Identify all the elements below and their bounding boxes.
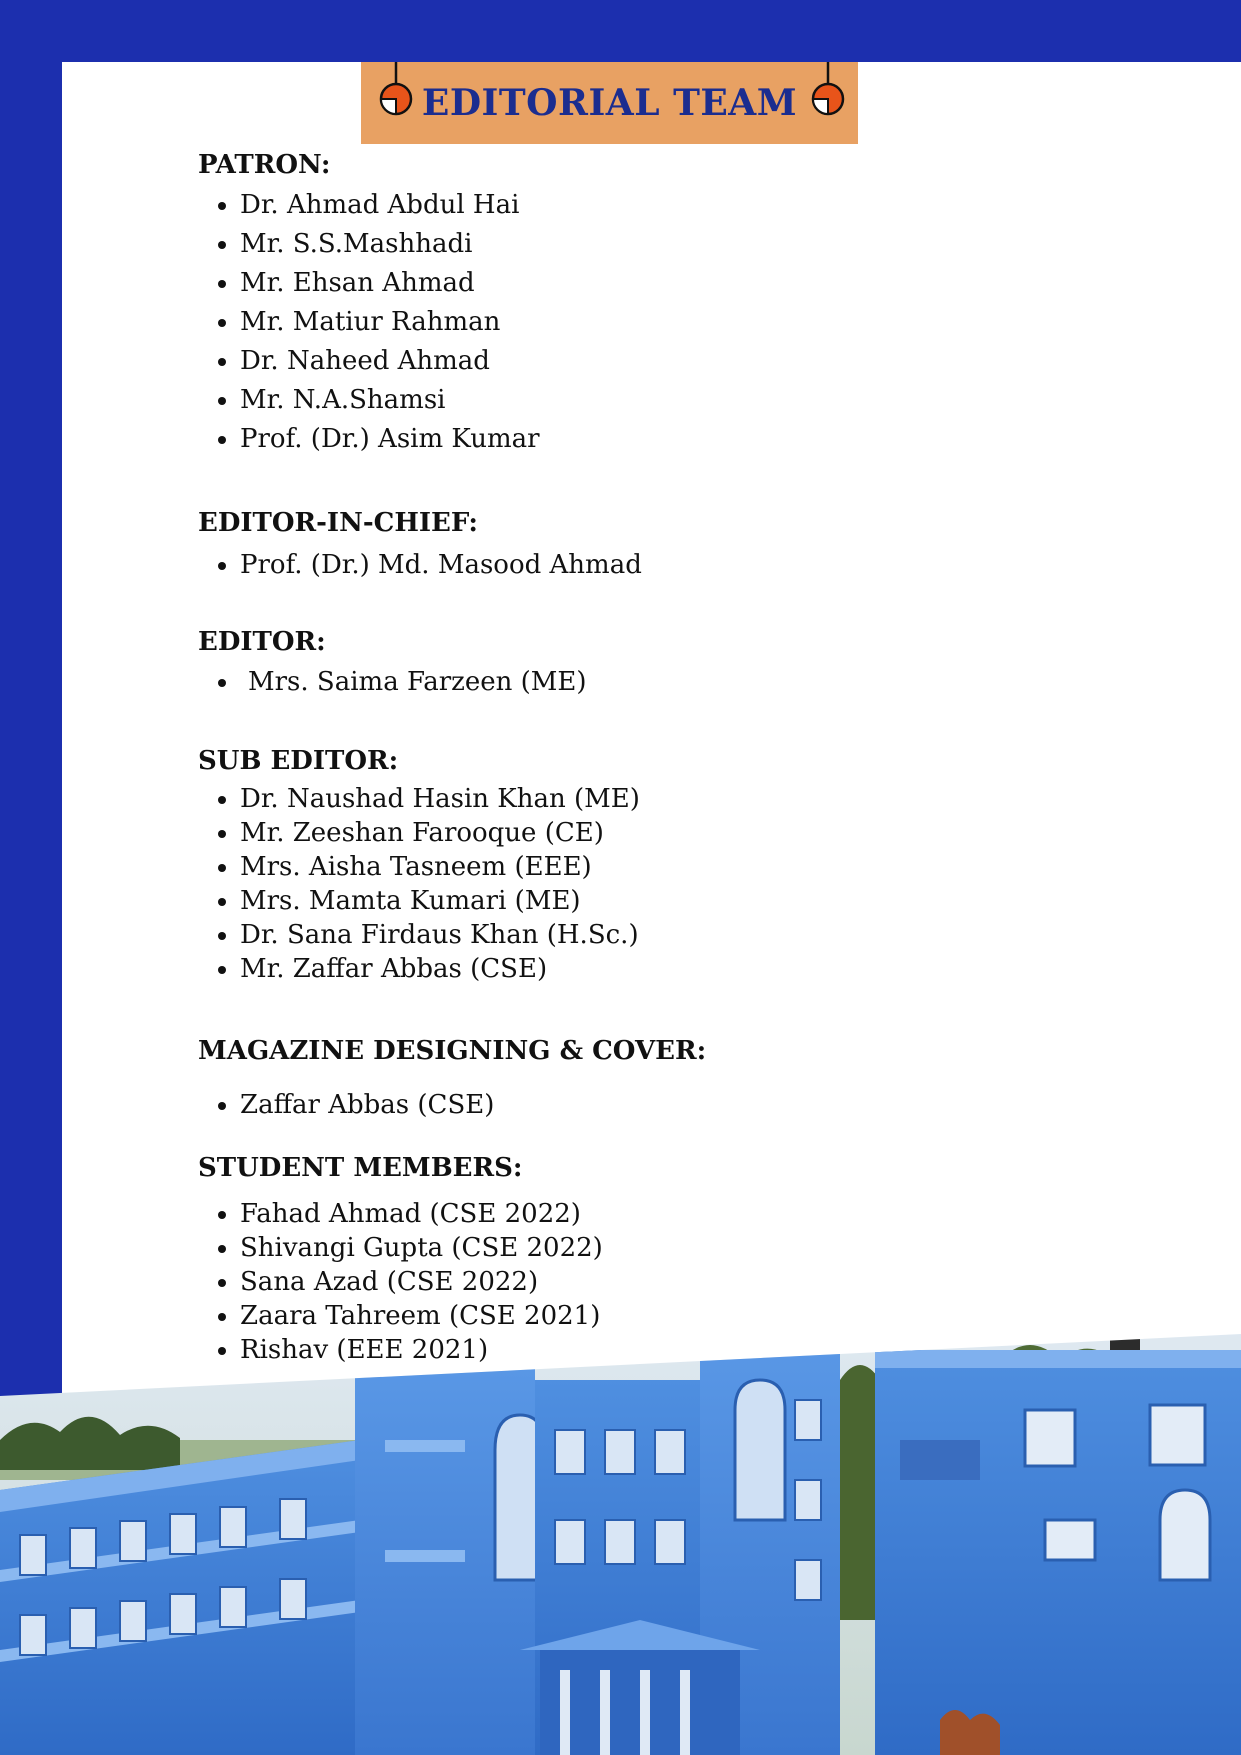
list-item: • Mr. N.A.Shamsi	[240, 381, 540, 420]
section-magazine-designing	[198, 1032, 706, 1125]
list-item: • Dr. Sana Firdaus Khan (H.Sc.)	[240, 918, 640, 952]
section-sub-editor	[198, 742, 640, 986]
list-item: • Rishav (EEE 2021)	[240, 1333, 603, 1367]
list-item: • Mr. Zeeshan Farooque (CE)	[240, 816, 640, 850]
page-title: EDITORIAL TEAM	[421, 82, 798, 124]
top-color-band	[0, 0, 1241, 62]
list-item: • Zaara Tahreem (CSE 2021)	[240, 1299, 603, 1333]
lantern-ornament-icon	[808, 62, 848, 122]
list-item: • Mr. Ehsan Ahmad	[240, 264, 540, 303]
lantern-ornament-icon	[376, 62, 416, 122]
section-heading: EDITOR-IN-CHIEF:	[198, 508, 479, 538]
list-item: • Mr. S.S.Mashhadi	[240, 225, 540, 264]
list-item: • Mrs. Mamta Kumari (ME)	[240, 884, 640, 918]
list-item: • Prof. (Dr.) Asim Kumar	[240, 420, 540, 459]
list-item: • Dr. Naheed Ahmad	[240, 342, 540, 381]
section-heading: SUB EDITOR:	[198, 746, 399, 776]
list-item: • Mr. Zaffar Abbas (CSE)	[240, 952, 640, 986]
list-item: • Mr. Matiur Rahman	[240, 303, 540, 342]
list-item: • Dr. Naushad Hasin Khan (ME)	[240, 782, 640, 816]
list-item: • Sana Azad (CSE 2022)	[240, 1265, 603, 1299]
section-patron	[198, 146, 540, 459]
section-heading: MAGAZINE DESIGNING & COVER:	[198, 1036, 707, 1066]
list-item: • Zaffar Abbas (CSE)	[240, 1086, 706, 1125]
campus-building-photo	[0, 1320, 1241, 1755]
list-item: • Dr. Ahmad Abdul Hai	[240, 186, 540, 225]
section-editor	[198, 623, 587, 702]
section-heading: STUDENT MEMBERS:	[198, 1153, 523, 1183]
list-item: • Prof. (Dr.) Md. Masood Ahmad	[240, 546, 642, 585]
list-item: • Mrs. Aisha Tasneem (EEE)	[240, 850, 640, 884]
list-item: • Shivangi Gupta (CSE 2022)	[240, 1231, 603, 1265]
section-heading: PATRON:	[198, 150, 331, 180]
list-item: • Fahad Ahmad (CSE 2022)	[240, 1197, 603, 1231]
title-banner	[361, 62, 858, 144]
list-item: • Mrs. Saima Farzeen (ME)	[240, 663, 587, 702]
section-editor-in-chief	[198, 504, 642, 585]
section-heading: EDITOR:	[198, 627, 326, 657]
